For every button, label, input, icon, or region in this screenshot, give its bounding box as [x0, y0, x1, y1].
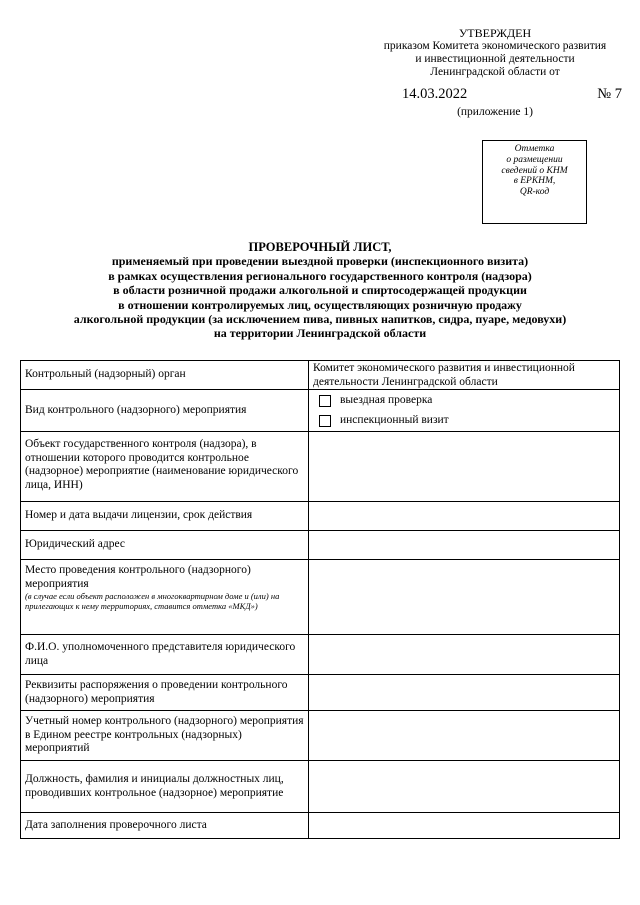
erknm-mark-box	[482, 140, 587, 224]
option-label: инспекционный визит	[340, 414, 449, 427]
table-row	[21, 711, 620, 761]
table-row	[21, 361, 620, 390]
row-label: Контрольный (надзорный) орган	[21, 361, 309, 390]
table-row	[21, 531, 620, 560]
row-value[interactable]	[309, 531, 620, 560]
row-label: Юридический адрес	[21, 531, 309, 560]
row-value	[309, 390, 620, 432]
row-value[interactable]	[309, 432, 620, 502]
row-label: Номер и дата выдачи лицензии, срок действия	[21, 502, 309, 531]
title-line: в отношении контролируемых лиц, осуществляющих розничную продажу	[118, 297, 522, 312]
approval-date: 14.03.2022	[402, 86, 468, 102]
title-line: на территории Ленинградской области	[213, 326, 427, 341]
row-label-text: Место проведения контрольного (надзорного) мероприятия	[25, 564, 251, 590]
table-row	[21, 432, 620, 502]
title-line: алкогольной продукции (за исключением пива, пивных напитков, сидра, пуаре, медовухи)	[73, 312, 567, 327]
appendix-note: (приложение 1)	[457, 106, 533, 118]
title-line: применяемый при проведении выездной проверки (инспекционного визита)	[111, 254, 529, 269]
row-label: Должность, фамилия и инициалы должностных лиц, проводивших контрольное (надзорное) мероприятие	[21, 761, 309, 813]
row-value[interactable]	[309, 560, 620, 635]
row-label: Вид контрольного (надзорного) мероприятия	[21, 390, 309, 432]
row-value: Комитет экономического развития и инвестиционной деятельности Ленинградской области	[309, 361, 620, 390]
document-title	[40, 240, 600, 341]
approval-number: № 7	[597, 86, 622, 102]
mark-box-line: QR-код	[519, 187, 550, 198]
approval-line: Ленинградской области от	[430, 66, 560, 78]
row-label: Реквизиты распоряжения о проведении контрольного (надзорного) мероприятия	[21, 675, 309, 711]
row-value[interactable]	[309, 675, 620, 711]
approval-line: приказом Комитета экономического развития	[383, 40, 607, 52]
mark-box-line: Отметка	[514, 144, 555, 154]
table-row	[21, 390, 620, 432]
table-row	[21, 813, 620, 839]
row-label: Ф.И.О. уполномоченного представителя юридического лица	[21, 635, 309, 675]
row-label: Объект государственного контроля (надзора), в отношении которого проводится контрольное (надзорное) мероприятие (наименование юридического лица, ИНН)	[21, 432, 309, 502]
table-row	[21, 560, 620, 635]
option-onsite-inspection[interactable]	[313, 391, 615, 411]
title-line: ПРОВЕРОЧНЫЙ ЛИСТ,	[248, 240, 392, 254]
approval-date-line	[402, 85, 622, 103]
row-label	[21, 560, 309, 635]
table-row	[21, 502, 620, 531]
approval-heading: УТВЕРЖДЕН	[458, 26, 532, 40]
table-row	[21, 675, 620, 711]
row-value[interactable]	[309, 502, 620, 531]
title-line: в области розничной продажи алкогольной и спиртосодержащей продукции	[113, 283, 527, 298]
option-inspection-visit[interactable]	[313, 411, 615, 431]
row-value[interactable]	[309, 711, 620, 761]
checklist-table	[20, 360, 620, 839]
approval-block	[360, 27, 630, 119]
table-row	[21, 635, 620, 675]
checkbox[interactable]	[319, 415, 331, 427]
table-row	[21, 761, 620, 813]
row-value[interactable]	[309, 813, 620, 839]
mark-box-line: о размещении	[506, 154, 563, 165]
row-label: Дата заполнения проверочного листа	[21, 813, 309, 839]
row-note: (в случае если объект расположен в многоквартирном доме и (или) на прилегающих к нему территориях, ставится отметка «МКД»)	[25, 591, 280, 611]
title-line: в рамках осуществления регионального государственного контроля (надзора)	[108, 268, 532, 283]
approval-line: и инвестиционной деятельности	[415, 53, 575, 65]
row-label: Учетный номер контрольного (надзорного) мероприятия в Едином реестре контрольных (надзорных) мероприятий	[21, 711, 309, 761]
option-label: выездная проверка	[340, 394, 433, 407]
row-value[interactable]	[309, 761, 620, 813]
mark-box-line: сведений о КНМ	[501, 165, 568, 176]
mark-box-line: в ЕРКНМ,	[513, 176, 556, 187]
checkbox[interactable]	[319, 395, 331, 407]
row-value[interactable]	[309, 635, 620, 675]
